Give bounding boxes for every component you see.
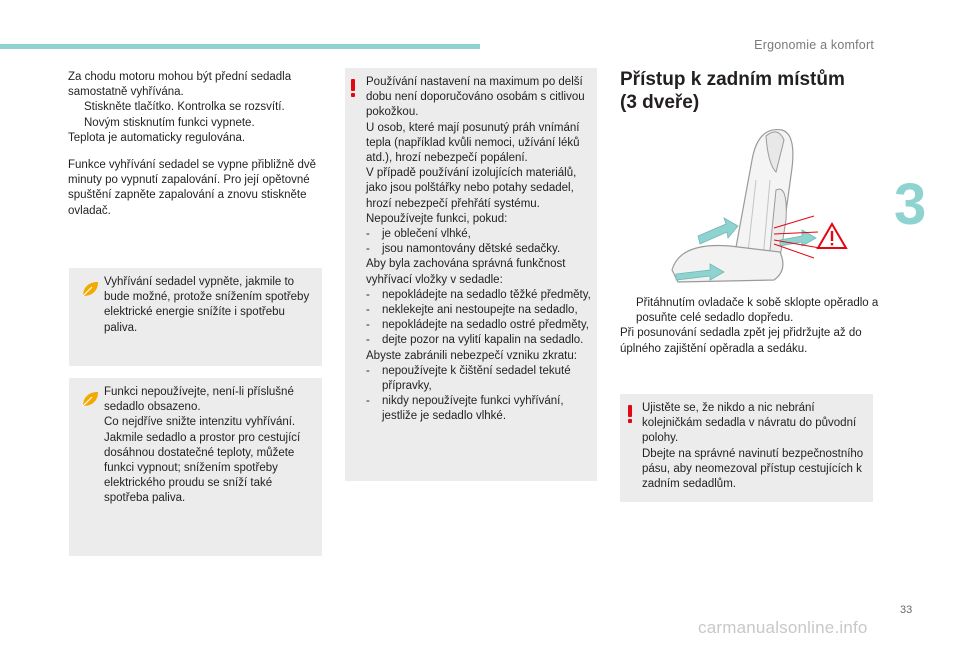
eco-tip-text: Vyhřívání sedadel vypněte, jakmile to bude možné, protože snížením spotřeby elektrické energie snížíte i spotřebu paliva. bbox=[104, 276, 310, 334]
eco-tip-line: Funkci nepoužívejte, není-li příslušné sedadlo obsazeno. bbox=[104, 386, 294, 414]
section-header: Ergonomie a komfort bbox=[754, 38, 874, 52]
access-instructions bbox=[620, 296, 880, 357]
list-item: - je oblečení vlhké, bbox=[366, 228, 471, 241]
eco-tip-line: Jakmile sedadlo a prostor pro cestující dosáhnou dostatečné teploty, můžete funkci vypnout; snížením spotřeby elektrického proudu se sníží také spotřeba paliva. bbox=[104, 431, 301, 505]
page-number: 33 bbox=[900, 604, 913, 616]
access-paragraph: Při posunování sedadla zpět jej přidržujte až do úplného zajištění opěradla a sedáku. bbox=[620, 327, 862, 355]
eco-leaf-icon bbox=[80, 279, 100, 299]
step-marker-icon bbox=[620, 296, 636, 326]
list-item: Stiskněte tlačítko. Kontrolka se rozsvítí. bbox=[68, 100, 328, 115]
list-item: - jsou namontovány dětské sedačky. bbox=[366, 243, 561, 256]
eco-tip-box bbox=[69, 268, 322, 366]
warning-exclamation-icon bbox=[628, 405, 632, 423]
eco-tip-line: Co nejdříve snižte intenzitu vyhřívání. bbox=[104, 416, 296, 429]
intro-block bbox=[68, 70, 328, 146]
auto-regulation-text: Teplota je automaticky regulována. bbox=[68, 131, 246, 144]
warning-box: Ujistěte se, že nikdo a nic nebrání kolejničkám sedadla v návratu do původní polohy. Dbejte na správné navinutí bezpečnostního pásu, aby neomezoval přístup cestujících k zadním sedadlům. bbox=[620, 394, 873, 502]
chapter-number: 3 bbox=[894, 172, 927, 237]
list-item: - nepokládejte na sedadlo těžké předměty, bbox=[366, 288, 591, 301]
list-item: - nepokládejte na sedadlo ostré předměty, bbox=[366, 319, 589, 332]
list-item: Přitáhnutím ovladače k sobě sklopte opěradlo a posuňte celé sedadlo dopředu. bbox=[620, 296, 880, 326]
list-item: - nikdy nepoužívejte funkci vyhřívání, jestliže je sedadlo vlhké. bbox=[366, 395, 564, 423]
step-marker-icon bbox=[68, 100, 84, 115]
list-item: - dejte pozor na vylití kapalin na sedadlo. bbox=[366, 334, 584, 347]
list-item: Novým stisknutím funkci vypnete. bbox=[68, 116, 328, 131]
eco-leaf-icon bbox=[80, 389, 100, 409]
warning-exclamation-icon bbox=[351, 79, 355, 97]
list-item: - nepoužívejte k čištění sedadel tekuté přípravky, bbox=[366, 364, 571, 393]
warning-box: Používání nastavení na maximum po delší dobu není doporučováno osobám s citlivou pokožkou. U osob, které mají posunutý práh vnímání tepla (například kvůli nemoci, užívání léků atd.), hrozí nebezpečí popálení. V případě používání izolujících materiálů, jako jsou polštářky nebo potahy sedadel, hrozí nebezpečí přehřátí systému. Nepoužívejte funkci, pokud: - je oblečení vlhké, - jsou namontovány dětské sedačky. Aby byla zachována správná funkčnost vyhřívací vložky v sedadle: - nepokládejte na sedadlo těžké předměty, - neklekejte ani nestoupejte na sedadlo, - nepokládejte na sedadlo ostré předměty, - dejte pozor na vylití kapalin na sedadlo. Abyste zabránili nebezpečí vzniku zkratu: - nepoužívejte k čištění sedadel tekuté přípravky, - nikdy nepoužívejte funkci vyhřívání, jestliže je sedadlo vlhké. bbox=[345, 68, 597, 481]
watermark: carmanualsonline.info bbox=[698, 618, 868, 637]
header-accent-bar bbox=[0, 44, 480, 49]
step-marker-icon bbox=[68, 116, 84, 131]
section-title: Přístup k zadním místům (3 dveře) bbox=[620, 69, 845, 113]
shutdown-paragraph: Funkce vyhřívání sedadel se vypne přibližně dvě minuty po vypnutí zapalování. Pro její opětovné spuštění zapněte zapalování a znovu stiskněte ovladač. bbox=[68, 159, 317, 217]
list-item: - neklekejte ani nestoupejte na sedadlo, bbox=[366, 304, 578, 317]
eco-tip-box bbox=[69, 378, 322, 556]
seat-illustration bbox=[670, 120, 850, 290]
intro-text: Za chodu motoru mohou být přední sedadla samostatně vyhřívána. bbox=[68, 71, 292, 99]
